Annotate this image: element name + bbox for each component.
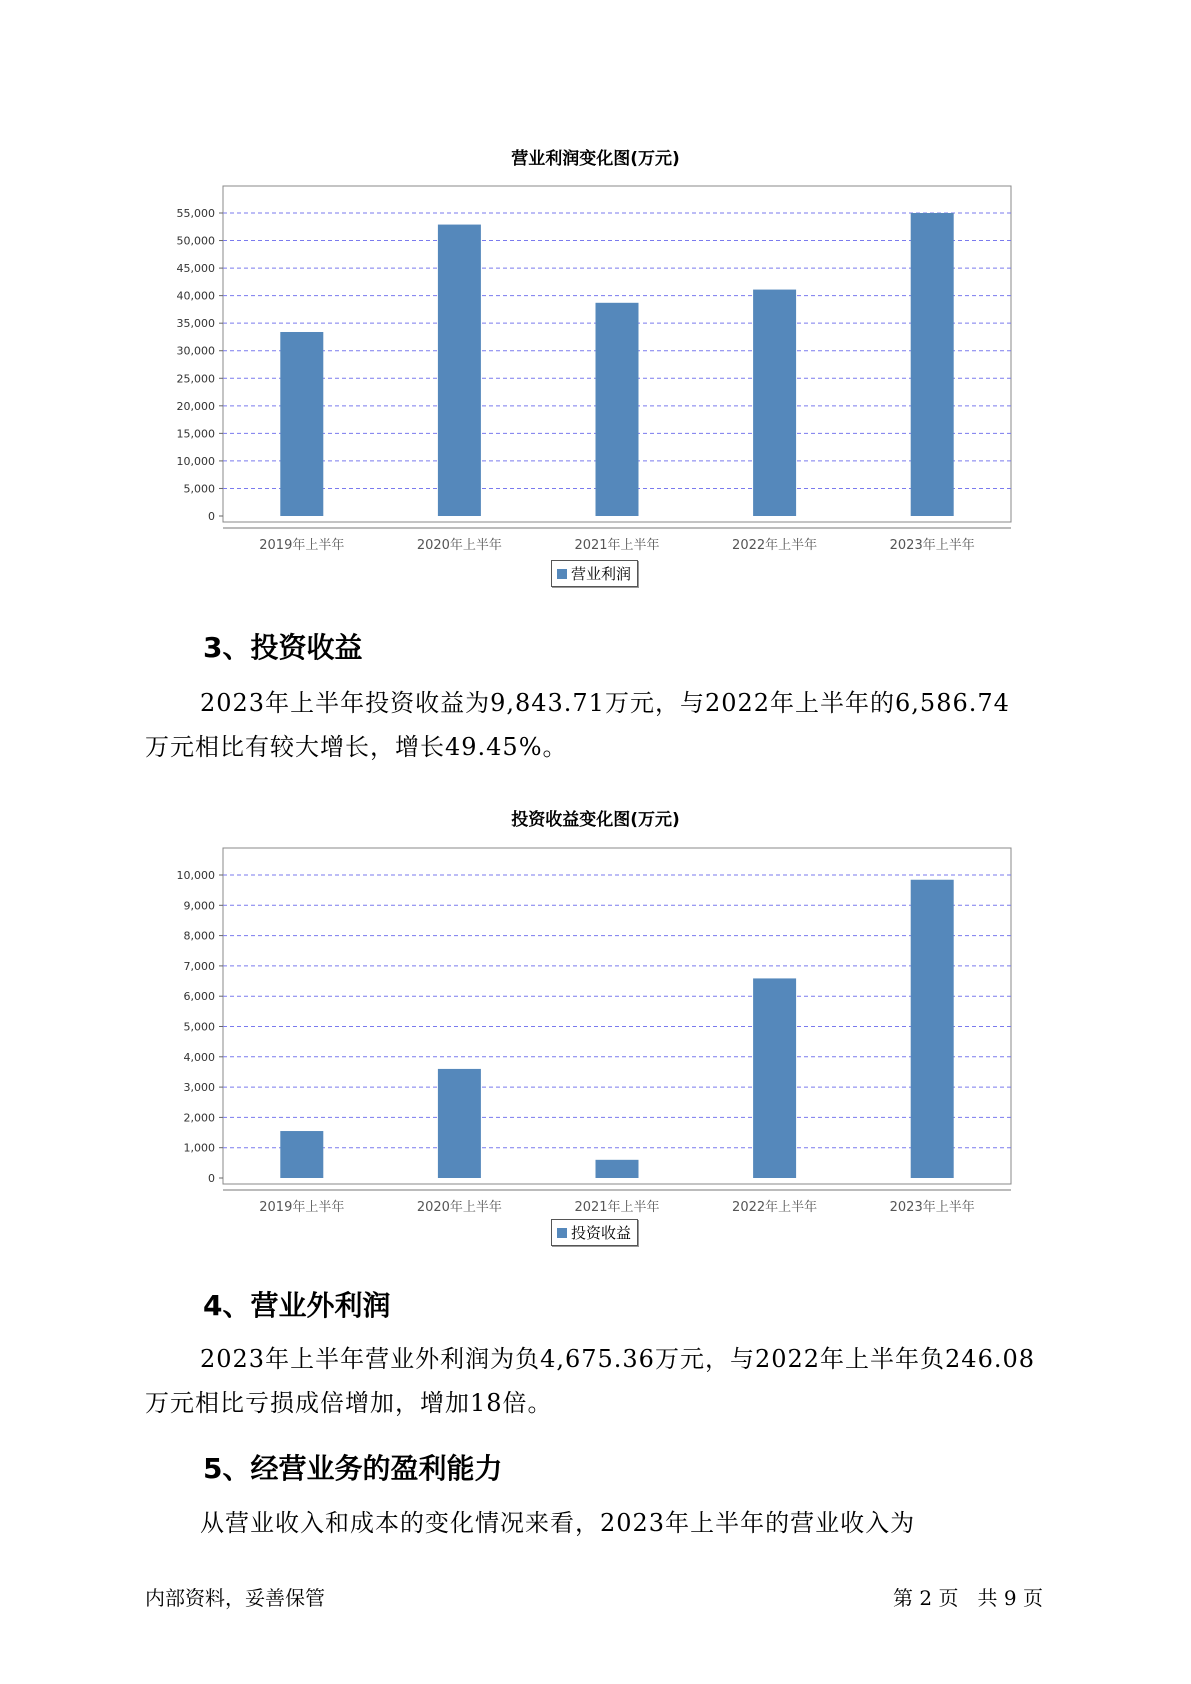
bar <box>280 1131 323 1178</box>
footer-page-number: 第 2 页 共 9 页 <box>893 1586 1043 1610</box>
bar <box>911 880 954 1178</box>
x-tick-label: 2021年上半年 <box>574 1200 660 1215</box>
y-tick-label: 40,000 <box>176 289 215 303</box>
chart1-title: 营业利润变化图(万元) <box>511 149 680 169</box>
y-tick-label: 8,000 <box>183 929 215 943</box>
y-tick-label: 0 <box>208 1172 215 1185</box>
x-tick-label: 2022年上半年 <box>732 538 818 553</box>
y-tick-label: 10,000 <box>176 454 215 468</box>
chart1-legend <box>551 560 638 587</box>
section5-heading: 5、经营业务的盈利能力 <box>203 1452 503 1485</box>
chart2-legend-label: 投资收益 <box>571 1224 632 1242</box>
plot-frame <box>223 848 1011 1184</box>
x-tick-label: 2022年上半年 <box>732 1200 818 1215</box>
bar <box>280 332 323 516</box>
y-tick-label: 1,000 <box>183 1141 215 1155</box>
section3-line2: 万元相比有较大增长，增长49.45%。 <box>145 733 568 761</box>
y-tick-label: 15,000 <box>176 427 215 441</box>
y-tick-label: 45,000 <box>176 262 215 276</box>
y-tick-label: 30,000 <box>176 344 215 358</box>
y-tick-label: 5,000 <box>183 482 215 496</box>
footer-confidential-note: 内部资料，妥善保管 <box>145 1586 325 1610</box>
y-tick-label: 9,000 <box>183 899 215 913</box>
x-tick-label: 2019年上半年 <box>259 538 345 553</box>
y-tick-label: 55,000 <box>176 207 215 220</box>
bar <box>753 290 796 516</box>
y-tick-label: 10,000 <box>176 869 215 882</box>
bar <box>596 303 639 516</box>
section4-paragraph <box>145 1337 1065 1425</box>
section5-line1: 从营业收入和成本的变化情况来看，2023年上半年的营业收入为 <box>200 1509 916 1537</box>
chart2-legend <box>551 1219 638 1246</box>
section4-line2: 万元相比亏损成倍增加，增加18倍。 <box>145 1389 553 1417</box>
y-tick-label: 50,000 <box>176 234 215 248</box>
y-tick-label: 3,000 <box>183 1081 215 1095</box>
section3-paragraph <box>145 681 1065 769</box>
section4-line1: 2023年上半年营业外利润为负4,675.36万元，与2022年上半年负246.08 <box>200 1345 1036 1373</box>
y-tick-label: 0 <box>208 510 215 523</box>
y-tick-label: 20,000 <box>176 399 215 413</box>
section3-line1: 2023年上半年投资收益为9,843.71万元，与2022年上半年的6,586.74 <box>200 689 1010 717</box>
legend-swatch <box>557 569 567 579</box>
chart2-title: 投资收益变化图(万元) <box>511 810 680 830</box>
y-tick-label: 7,000 <box>183 959 215 973</box>
y-tick-label: 4,000 <box>183 1050 215 1064</box>
y-tick-label: 2,000 <box>183 1111 215 1125</box>
x-tick-label: 2023年上半年 <box>889 1200 975 1215</box>
x-tick-label: 2019年上半年 <box>259 1200 345 1215</box>
chart2-investment-income <box>0 832 1191 1232</box>
x-tick-label: 2020年上半年 <box>416 1200 502 1215</box>
y-tick-label: 35,000 <box>176 317 215 331</box>
bar <box>911 213 954 516</box>
x-tick-label: 2020年上半年 <box>416 538 502 553</box>
bar <box>596 1160 639 1178</box>
section4-heading: 4、营业外利润 <box>203 1289 391 1322</box>
section3-heading: 3、投资收益 <box>203 631 363 664</box>
legend-swatch <box>557 1228 567 1238</box>
y-tick-label: 6,000 <box>183 990 215 1004</box>
chart1-legend-label: 营业利润 <box>571 565 632 583</box>
x-tick-label: 2023年上半年 <box>889 538 975 553</box>
y-tick-label: 25,000 <box>176 372 215 386</box>
bar <box>438 225 481 516</box>
section5-paragraph <box>145 1501 1065 1545</box>
bar <box>438 1069 481 1178</box>
y-tick-label: 5,000 <box>183 1020 215 1034</box>
x-tick-label: 2021年上半年 <box>574 538 660 553</box>
bar <box>753 978 796 1178</box>
chart1-operating-profit <box>0 170 1191 570</box>
